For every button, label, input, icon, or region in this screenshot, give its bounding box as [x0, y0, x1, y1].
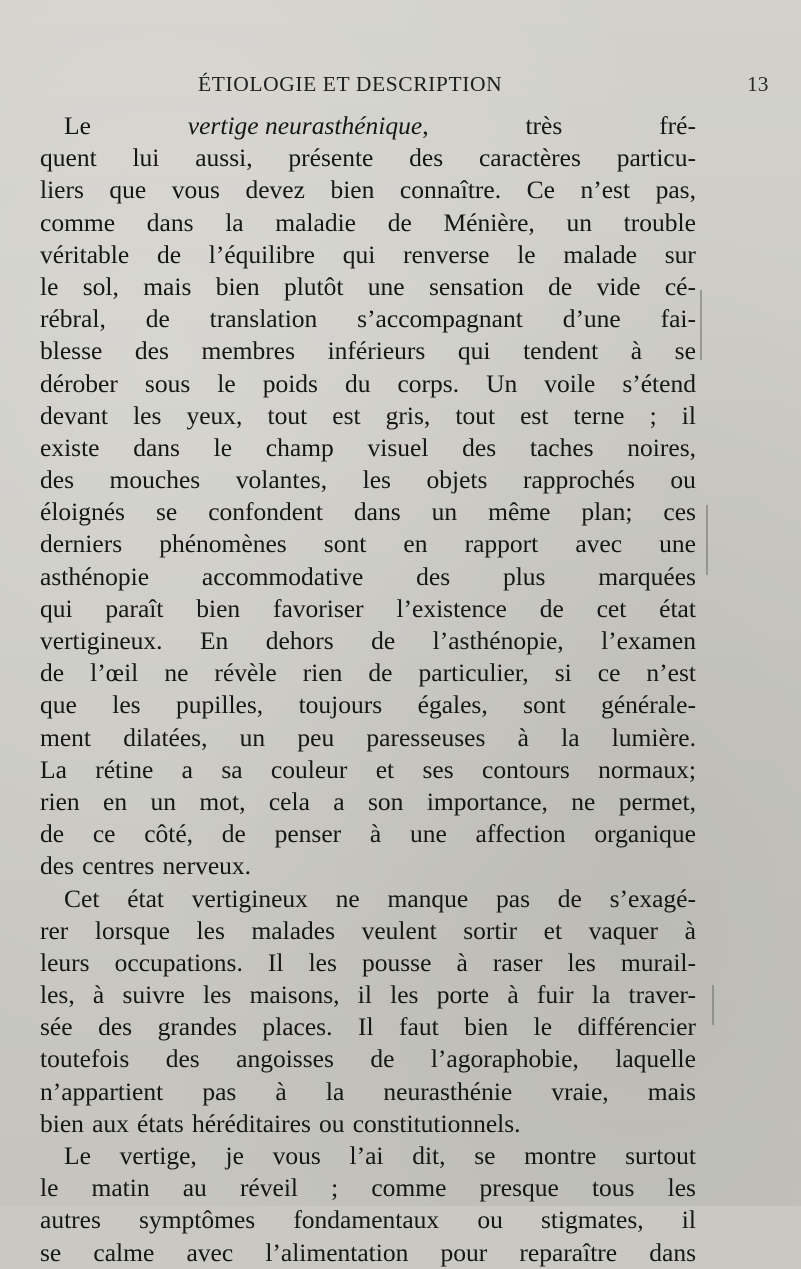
text-line: que les pupilles, toujours égales, sont générale- [40, 690, 696, 720]
text-line: derniers phénomènes sont en rapport avec une [40, 529, 696, 559]
text-line: Le vertige neurasthénique, très fré- [64, 111, 696, 140]
text-line: des mouches volantes, les objets rapprochés ou [40, 465, 696, 495]
text-line: se calme avec l’alimentation pour reparaître dans [40, 1237, 696, 1267]
text-line: toutefois des angoisses de l’agoraphobie, laquelle [40, 1044, 696, 1074]
paragraph [40, 110, 696, 883]
text-line: éloignés se confondent dans un même plan; ces [40, 497, 696, 527]
margin-stain [706, 505, 708, 575]
text-line: vertigineux. En dehors de l’asthénopie, l’examen [40, 626, 696, 655]
text-line: rébral, de translation s’accompagnant d’une fai- [40, 304, 696, 334]
text-line: quent lui aussi, présente des caractères particu- [40, 143, 696, 173]
page-number: 13 [747, 72, 769, 96]
text-line: rien en un mot, cela a son importance, ne permet, [40, 786, 696, 816]
text-line: devant les yeux, tout est gris, tout est terne ; il [40, 400, 696, 430]
text-line: Cet état vertigineux ne manque pas de s’exagé- [64, 883, 696, 913]
text-line: des centres nerveux. [40, 851, 252, 881]
margin-stain [700, 290, 702, 360]
margin-stain [712, 985, 714, 1025]
text-line: qui paraît bien favoriser l’existence de cet état [40, 593, 696, 623]
text-line: le sol, mais bien plutôt une sensation de vide cé- [40, 271, 696, 301]
text-line: le matin au réveil ; comme presque tous les [40, 1173, 696, 1203]
text-line: les, à suivre les maisons, il les porte à fuir la traver- [40, 980, 696, 1010]
text-line: bien aux états héréditaires ou constitutionnels. [40, 1108, 521, 1138]
text-line: ment dilatées, un peu paresseuses à la lumière. [40, 722, 696, 752]
text-line: dérober sous le poids du corps. Un voile s’étend [40, 368, 696, 398]
running-head [0, 72, 801, 100]
text-line: asthénopie accommodative des plus marquées [40, 561, 696, 591]
text-line: Le vertige, je vous l’ai dit, se montre surtout [64, 1141, 696, 1170]
text-line: de l’œil ne révèle rien de particulier, si ce n’est [40, 658, 696, 688]
text-line: n’appartient pas à la neurasthénie vraie, mais [40, 1076, 696, 1106]
text-line: de ce côté, de penser à une affection organique [40, 819, 696, 849]
paragraph [40, 1140, 696, 1269]
text-line: existe dans le champ visuel des taches noires, [40, 432, 696, 462]
text-line: blesse des membres inférieurs qui tendent à se [40, 336, 696, 366]
text-line: autres symptômes fondamentaux ou stigmates, il [40, 1205, 696, 1235]
text-line: liers que vous devez bien connaître. Ce n’est pas, [40, 175, 696, 205]
paragraph [40, 883, 696, 1141]
text-line: La rétine a sa couleur et ses contours normaux; [40, 754, 696, 784]
text-line: leurs occupations. Il les pousse à raser les murail- [40, 947, 696, 977]
running-title: ÉTIOLOGIE ET DESCRIPTION [198, 72, 503, 96]
text-line: véritable de l’équilibre qui renverse le malade sur [40, 239, 696, 269]
text-line: sée des grandes places. Il faut bien le différencier [40, 1012, 696, 1042]
body-text [40, 110, 696, 1269]
text-line: comme dans la maladie de Ménière, un trouble [40, 207, 696, 237]
text-line: rer lorsque les malades veulent sortir et vaquer à [40, 915, 696, 945]
